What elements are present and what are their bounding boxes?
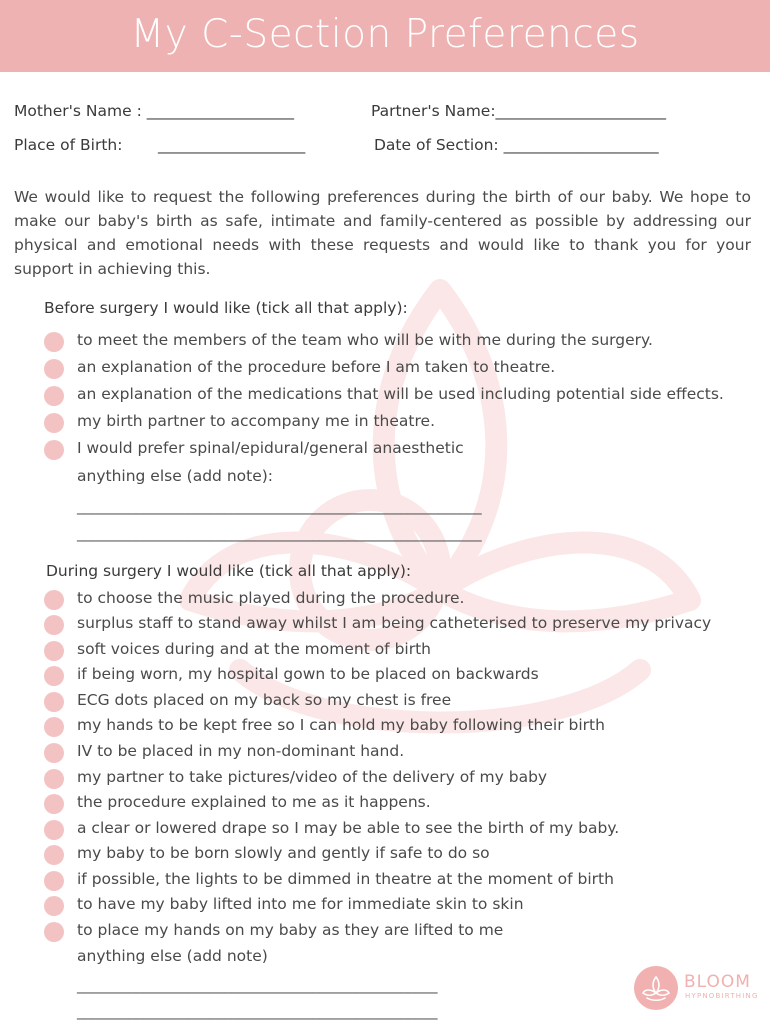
checkbox-bullet[interactable]	[44, 615, 64, 635]
date-of-section-blank[interactable]: ____________________	[503, 136, 659, 154]
during-note-line-1[interactable]: _________________________________________________	[77, 976, 438, 994]
list-item-label: a clear or lowered drape so I may be able to see the birth of my baby.	[77, 819, 620, 837]
list-item-label: surplus staff to stand away whilst I am being catheterised to preserve my privacy	[77, 614, 712, 632]
bloom-logo	[634, 966, 764, 1010]
page-title: My C-Section Preferences	[130, 12, 640, 57]
checkbox-bullet[interactable]	[44, 440, 64, 460]
checkbox-bullet[interactable]	[44, 590, 64, 610]
date-of-section-label: Date of Section:	[374, 136, 499, 154]
list-item-label: soft voices during and at the moment of birth	[77, 640, 431, 658]
checkbox-bullet[interactable]	[44, 666, 64, 686]
before-surgery-heading: Before surgery I would like (tick all that apply):	[44, 299, 408, 317]
checkbox-bullet[interactable]	[44, 717, 64, 737]
checkbox-bullet[interactable]	[44, 332, 64, 352]
checkbox-bullet[interactable]	[44, 871, 64, 891]
checkbox-bullet[interactable]	[44, 386, 64, 406]
list-item-label: to choose the music played during the procedure.	[77, 589, 465, 607]
date-of-section-field	[374, 136, 659, 154]
checkbox-bullet[interactable]	[44, 794, 64, 814]
checkbox-bullet[interactable]	[44, 922, 64, 942]
mother-name-label: Mother's Name :	[14, 102, 142, 120]
checkbox-bullet[interactable]	[44, 359, 64, 379]
partner-name-field	[371, 102, 666, 120]
checkbox-bullet[interactable]	[44, 896, 64, 916]
during-note-line-2[interactable]: _________________________________________________	[77, 1002, 438, 1020]
before-note-line-2[interactable]: _______________________________________________________	[77, 524, 482, 542]
list-item-label: I would prefer spinal/epidural/general anaesthetic	[77, 439, 464, 457]
checkbox-bullet[interactable]	[44, 413, 64, 433]
place-of-birth-blank-wrap	[158, 136, 305, 154]
before-anything-else-label: anything else (add note):	[77, 467, 274, 485]
list-item-label: to place my hands on my baby as they are lifted to me	[77, 921, 504, 939]
lotus-logo-icon	[634, 966, 678, 1010]
partner-name-label: Partner's Name:	[371, 102, 496, 120]
list-item-label: ECG dots placed on my back so my chest is free	[77, 691, 452, 709]
logo-wordmark: BLOOM	[684, 972, 751, 992]
list-item-label: my baby to be born slowly and gently if safe to do so	[77, 844, 490, 862]
checkbox-bullet[interactable]	[44, 769, 64, 789]
place-of-birth-label: Place of Birth:	[14, 136, 123, 154]
checkbox-bullet[interactable]	[44, 743, 64, 763]
checkbox-bullet[interactable]	[44, 845, 64, 865]
list-item-label: my partner to take pictures/video of the delivery of my baby	[77, 768, 548, 786]
list-item-label: to have my baby lifted into me for immediate skin to skin	[77, 895, 524, 913]
intro-paragraph: We would like to request the following preferences during the birth of our baby. We hope to make our baby's birth as safe, intimate and family-centered as possible by addressing our physical and emotional needs with these requests and would like to thank you for your support in achieving this.	[14, 188, 751, 278]
before-note-line-1[interactable]: _______________________________________________________	[77, 497, 482, 515]
partner-name-blank[interactable]: ______________________	[495, 102, 667, 120]
place-of-birth-field	[14, 136, 122, 154]
list-item-label: IV to be placed in my non-dominant hand.	[77, 742, 405, 760]
list-item-label: if being worn, my hospital gown to be placed on backwards	[77, 665, 539, 683]
mother-name-blank[interactable]: ___________________	[146, 102, 294, 120]
list-item-label: my birth partner to accompany me in theatre.	[77, 412, 435, 430]
list-item-label: if possible, the lights to be dimmed in theatre at the moment of birth	[77, 870, 614, 888]
list-item-label: my hands to be kept free so I can hold my baby following their birth	[77, 716, 605, 734]
mother-name-field	[14, 102, 294, 120]
list-item-label: the procedure explained to me as it happens.	[77, 793, 431, 811]
list-item-label: an explanation of the medications that will be used including potential side effects.	[77, 385, 724, 403]
list-item-label: to meet the members of the team who will be with me during the surgery.	[77, 331, 653, 349]
checkbox-bullet[interactable]	[44, 641, 64, 661]
list-item-label: an explanation of the procedure before I am taken to theatre.	[77, 358, 556, 376]
checkbox-bullet[interactable]	[44, 692, 64, 712]
during-surgery-heading: During surgery I would like (tick all that apply):	[46, 562, 412, 580]
checkbox-bullet[interactable]	[44, 820, 64, 840]
logo-tagline: HYPNOBIRTHING	[685, 992, 759, 1000]
lotus-icon	[634, 966, 678, 1010]
place-of-birth-blank[interactable]: ___________________	[158, 136, 306, 154]
during-anything-else-label: anything else (add note)	[77, 947, 268, 965]
